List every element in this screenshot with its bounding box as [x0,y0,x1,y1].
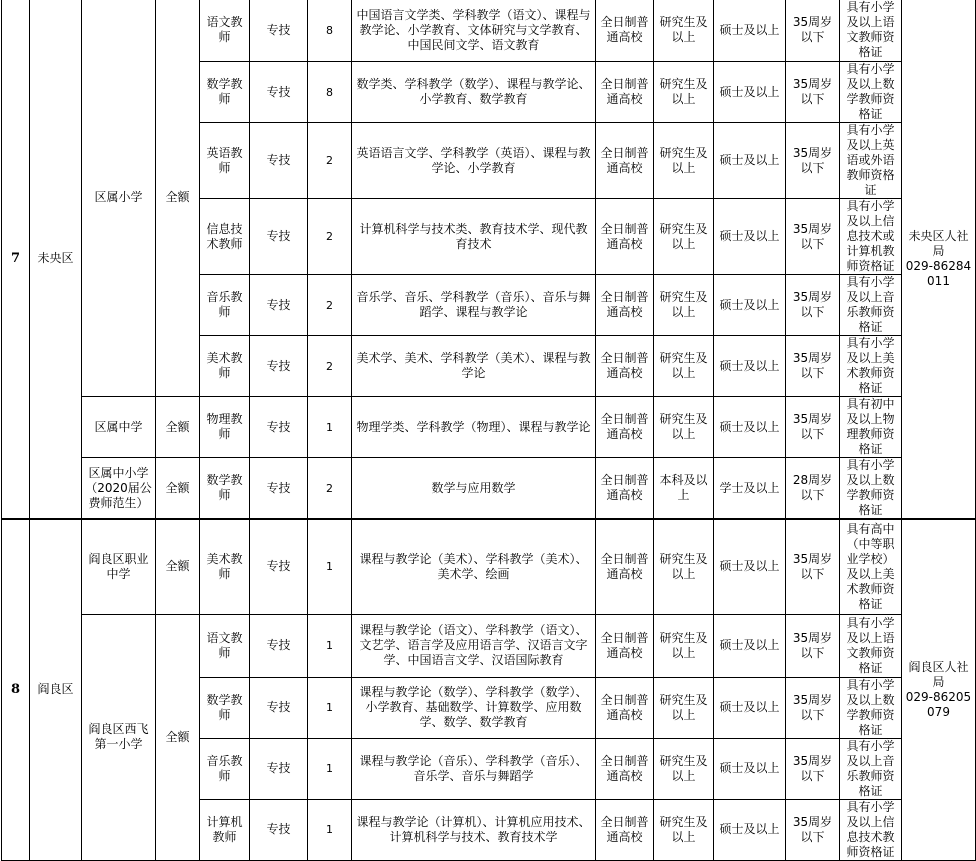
funding-type: 全额 [156,0,200,397]
table-row [2,614,976,677]
position-title: 物理教师 [200,397,250,458]
position-title: 数学教师 [200,458,250,520]
major-requirement: 数学类、学科教学（数学）、课程与教学论、小学教育、数学教育 [352,62,596,123]
education-level: 研究生及以上 [654,0,714,62]
position-count: 8 [308,62,352,123]
position-type: 专技 [250,0,308,62]
education-form: 全日制普通高校 [596,738,654,799]
degree-requirement: 硕士及以上 [714,738,786,799]
funding-type: 全额 [156,519,200,614]
major-requirement: 课程与教学论（美术）、学科教学（美术）、美术学、绘画 [352,519,596,614]
education-form: 全日制普通高校 [596,397,654,458]
education-level: 研究生及以上 [654,738,714,799]
certificate-requirement: 具有小学及以上语文教师资格证 [840,614,902,677]
age-requirement: 35周岁以下 [786,519,840,614]
major-requirement: 课程与教学论（语文）、学科教学（语文）、文艺学、语言学及应用语言学、汉语言文字学、中国语言文学、汉语国际教育 [352,614,596,677]
major-requirement: 计算机科学与技术类、教育技术学、现代教育技术 [352,199,596,275]
funding-type: 全额 [156,614,200,860]
unit-name: 区属小学 [82,0,156,397]
education-level: 研究生及以上 [654,336,714,397]
education-form: 全日制普通高校 [596,275,654,336]
position-title: 计算机教师 [200,799,250,860]
education-level: 研究生及以上 [654,275,714,336]
position-count: 2 [308,123,352,199]
recruitment-table [1,0,976,861]
major-requirement: 美术学、美术、学科教学（美术）、课程与教学论 [352,336,596,397]
age-requirement: 35周岁以下 [786,62,840,123]
degree-requirement: 学士及以上 [714,458,786,520]
position-title: 数学教师 [200,677,250,738]
district-name: 阎良区 [30,519,82,860]
degree-requirement: 硕士及以上 [714,275,786,336]
funding-type: 全额 [156,458,200,520]
section-number: 8 [2,519,30,860]
position-title: 语文教师 [200,0,250,62]
degree-requirement: 硕士及以上 [714,614,786,677]
major-requirement: 音乐学、音乐、学科教学（音乐）、音乐与舞蹈学、课程与教学论 [352,275,596,336]
certificate-requirement: 具有小学及以上数学教师资格证 [840,62,902,123]
major-requirement: 课程与教学论（计算机）、计算机应用技术、计算机科学与技术、教育技术学 [352,799,596,860]
education-form: 全日制普通高校 [596,123,654,199]
education-level: 研究生及以上 [654,677,714,738]
major-requirement: 英语语言文学、学科教学（英语）、课程与教学论、小学教育 [352,123,596,199]
position-type: 专技 [250,738,308,799]
certificate-requirement: 具有小学及以上音乐教师资格证 [840,738,902,799]
position-type: 专技 [250,614,308,677]
education-form: 全日制普通高校 [596,614,654,677]
certificate-requirement: 具有小学及以上数学教师资格证 [840,677,902,738]
position-type: 专技 [250,397,308,458]
degree-requirement: 硕士及以上 [714,199,786,275]
contact-phone: 029-86284011 [905,258,972,288]
position-title: 信息技术教师 [200,199,250,275]
position-count: 2 [308,336,352,397]
education-form: 全日制普通高校 [596,799,654,860]
certificate-requirement: 具有初中及以上物理教师资格证 [840,397,902,458]
position-title: 音乐教师 [200,275,250,336]
funding-type: 全额 [156,397,200,458]
degree-requirement: 硕士及以上 [714,677,786,738]
education-level: 研究生及以上 [654,397,714,458]
unit-name: 区属中学 [82,397,156,458]
education-level: 研究生及以上 [654,199,714,275]
contact-office: 阎良区人社局 [908,659,969,689]
education-level: 研究生及以上 [654,799,714,860]
contact-info [902,519,976,860]
major-requirement: 数学与应用数学 [352,458,596,520]
position-type: 专技 [250,799,308,860]
major-requirement: 课程与教学论（音乐）、学科教学（音乐）、音乐学、音乐与舞蹈学 [352,738,596,799]
contact-info [902,0,976,519]
education-level: 研究生及以上 [654,123,714,199]
position-count: 2 [308,458,352,520]
education-form: 全日制普通高校 [596,199,654,275]
education-level: 本科及以上 [654,458,714,520]
position-title: 美术教师 [200,519,250,614]
certificate-requirement: 具有小学及以上美术教师资格证 [840,336,902,397]
position-count: 1 [308,799,352,860]
contact-office: 未央区人社局 [908,228,969,258]
education-form: 全日制普通高校 [596,677,654,738]
position-count: 1 [308,677,352,738]
unit-name: 阎良区职业中学 [82,519,156,614]
age-requirement: 35周岁以下 [786,275,840,336]
age-requirement: 35周岁以下 [786,0,840,62]
certificate-requirement: 具有小学及以上信息技术教师资格证 [840,799,902,860]
degree-requirement: 硕士及以上 [714,397,786,458]
major-requirement: 中国语言文学类、学科教学（语文）、课程与教学论、小学教育、文体研究与文学教育、中国民间文学、语文教育 [352,0,596,62]
position-title: 数学教师 [200,62,250,123]
certificate-requirement: 具有小学及以上语文教师资格证 [840,0,902,62]
major-requirement: 课程与教学论（数学）、学科教学（数学）、小学教育、基础数学、计算数学、应用数学、数学、数学教育 [352,677,596,738]
position-type: 专技 [250,336,308,397]
age-requirement: 35周岁以下 [786,336,840,397]
age-requirement: 35周岁以下 [786,799,840,860]
education-level: 研究生及以上 [654,62,714,123]
education-form: 全日制普通高校 [596,519,654,614]
age-requirement: 35周岁以下 [786,397,840,458]
certificate-requirement: 具有高中（中等职业学校）及以上美术教师资格证 [840,519,902,614]
degree-requirement: 硕士及以上 [714,0,786,62]
position-title: 语文教师 [200,614,250,677]
certificate-requirement: 具有小学及以上信息技术或计算机教师资格证 [840,199,902,275]
position-count: 8 [308,0,352,62]
position-count: 1 [308,397,352,458]
education-form: 全日制普通高校 [596,0,654,62]
degree-requirement: 硕士及以上 [714,62,786,123]
position-count: 2 [308,199,352,275]
position-title: 英语教师 [200,123,250,199]
unit-name: 区属中小学（2020届公费师范生） [82,458,156,520]
education-form: 全日制普通高校 [596,62,654,123]
position-title: 美术教师 [200,336,250,397]
unit-name: 阎良区西飞第一小学 [82,614,156,860]
age-requirement: 35周岁以下 [786,199,840,275]
certificate-requirement: 具有小学及以上音乐教师资格证 [840,275,902,336]
table-row [2,397,976,458]
position-count: 1 [308,519,352,614]
age-requirement: 35周岁以下 [786,123,840,199]
education-form: 全日制普通高校 [596,336,654,397]
table-row [2,519,976,614]
certificate-requirement: 具有小学及以上数学教师资格证 [840,458,902,520]
section-number: 7 [2,0,30,519]
education-level: 研究生及以上 [654,614,714,677]
age-requirement: 35周岁以下 [786,677,840,738]
position-type: 专技 [250,275,308,336]
table-row [2,458,976,520]
education-level: 研究生及以上 [654,519,714,614]
position-count: 2 [308,275,352,336]
degree-requirement: 硕士及以上 [714,336,786,397]
position-type: 专技 [250,458,308,520]
position-type: 专技 [250,519,308,614]
certificate-requirement: 具有小学及以上英语或外语教师资格证 [840,123,902,199]
position-type: 专技 [250,677,308,738]
position-count: 1 [308,738,352,799]
age-requirement: 35周岁以下 [786,738,840,799]
age-requirement: 28周岁以下 [786,458,840,520]
age-requirement: 35周岁以下 [786,614,840,677]
degree-requirement: 硕士及以上 [714,123,786,199]
degree-requirement: 硕士及以上 [714,799,786,860]
education-form: 全日制普通高校 [596,458,654,520]
position-type: 专技 [250,199,308,275]
position-type: 专技 [250,62,308,123]
table-row [2,0,976,62]
major-requirement: 物理学类、学科教学（物理）、课程与教学论 [352,397,596,458]
contact-phone: 029-86205079 [905,689,972,719]
position-type: 专技 [250,123,308,199]
district-name: 未央区 [30,0,82,519]
position-title: 音乐教师 [200,738,250,799]
degree-requirement: 硕士及以上 [714,519,786,614]
position-count: 1 [308,614,352,677]
